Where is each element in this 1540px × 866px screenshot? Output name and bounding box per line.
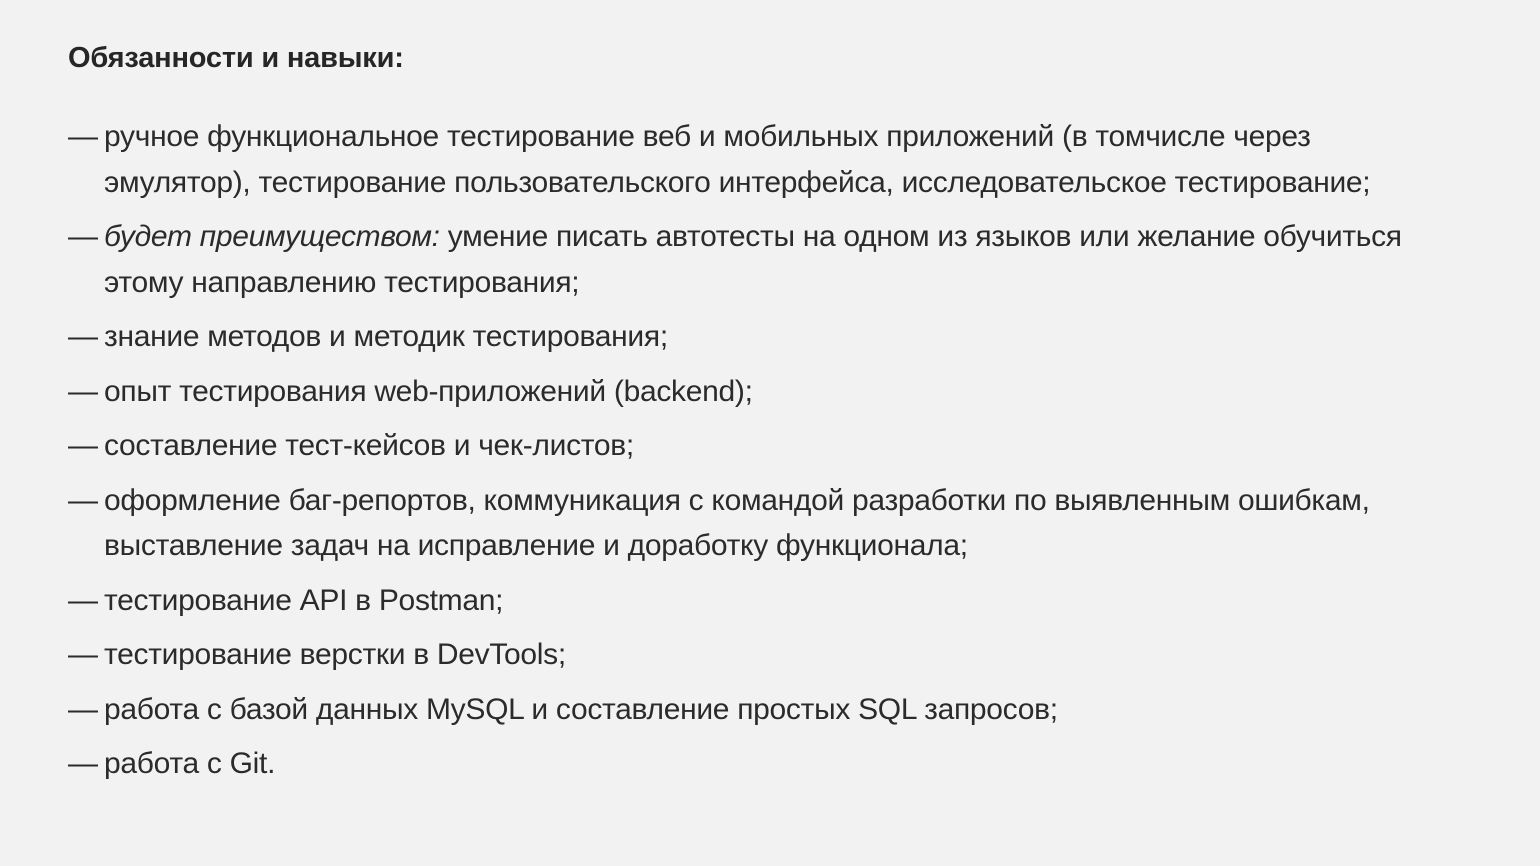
list-item [68,632,1472,678]
list-item-body: работа с Git. [104,747,276,780]
list-item-body: тестирование API в Postman; [104,583,504,617]
dash-bullet: — [68,429,98,462]
list-item-text [104,687,1464,733]
list-item [68,114,1472,205]
list-item-body: ручное функциональное тестирование веб и мобильных приложений (в томчисле через эмулятор), тестирование пользовательского интерфейса, исследовательское тестирование; [104,120,1371,199]
dash-bullet: — [68,583,98,617]
list-item-body: оформление баг-репортов, коммуникация с командой разработки по выявленным ошибкам, выставление задач на исправление и доработку функционала; [104,483,1370,562]
list-item-text [104,423,1464,469]
dash-bullet: — [68,120,98,153]
list-item [68,214,1472,305]
list-item [68,423,1472,469]
list-item-text [104,578,1464,624]
list-item-text [104,632,1464,678]
list-item-text [104,314,1464,360]
dash-bullet: — [68,692,98,726]
dash-bullet: — [68,638,98,671]
list-item-body: составление тест-кейсов и чек-листов; [104,429,634,462]
list-item-text [104,741,1464,787]
list-item-text [104,214,1464,305]
responsibilities-list [68,114,1472,787]
list-item-text [104,114,1464,205]
list-item [68,578,1472,624]
list-item-body: тестирование верстки в DevTools; [104,638,566,671]
list-item-body: знание методов и методик тестирования; [104,320,668,353]
list-item-body: опыт тестирования web-приложений (backend); [104,374,753,408]
list-item-body: умение писать автотесты на одном из языков или желание обучиться этому направлению тестирования; [104,220,1402,299]
list-item [68,687,1472,733]
dash-bullet: — [68,747,98,780]
dash-bullet: — [68,220,98,253]
section-heading: Обязанности и навыки: [68,42,404,74]
list-item-body: работа с базой данных MySQL и составление простых SQL запросов; [104,692,1058,726]
list-item-text [104,478,1464,569]
dash-bullet: — [68,320,98,353]
list-item [68,478,1472,569]
dash-bullet: — [68,374,98,408]
italic-prefix: будет преимуществом: [104,220,440,253]
list-item [68,314,1472,360]
list-item [68,741,1472,787]
list-item [68,369,1472,415]
dash-bullet: — [68,483,98,517]
list-item-text [104,369,1464,415]
